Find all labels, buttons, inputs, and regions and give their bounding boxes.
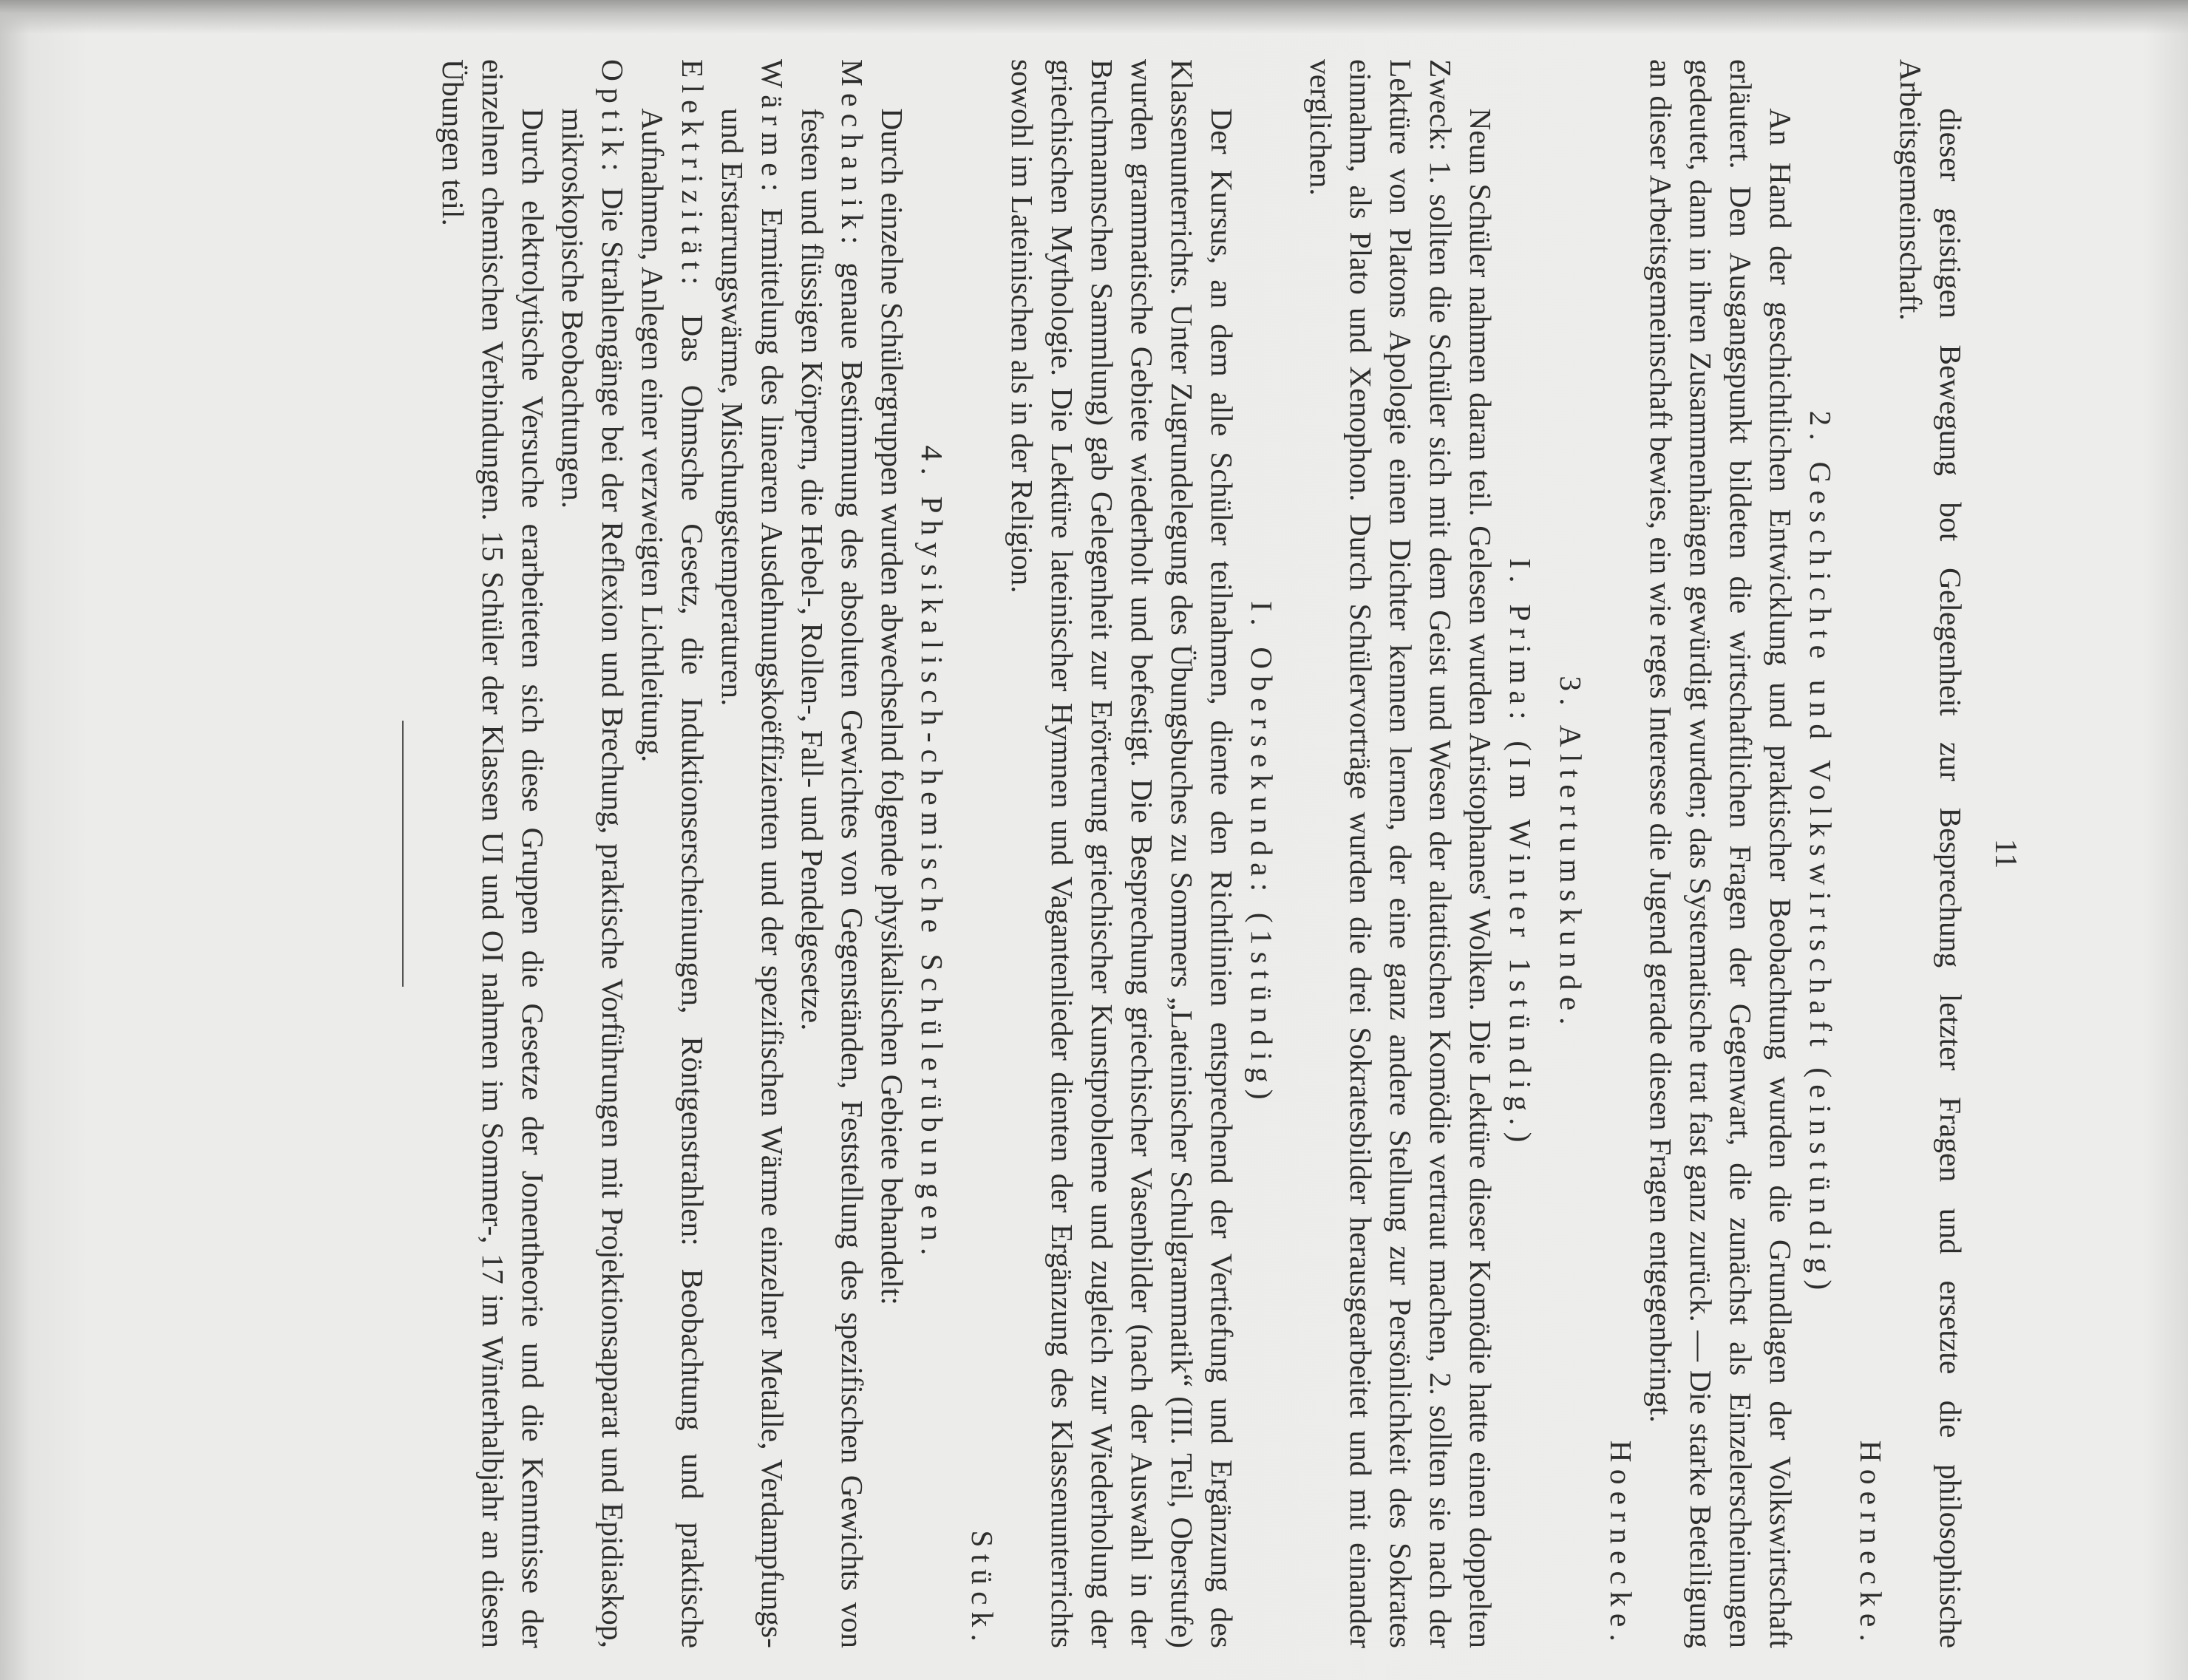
label-waerme: Wärme: [755,59,789,199]
item-mechanik [792,59,872,1648]
heading-altertumskunde: 3. Altertumskunde. [1554,676,1588,1032]
heading-physik: 4. Physikalisch-chemische Schülerübungen. [915,445,949,1262]
heading-prima: I. Prima: (Im Winter 1stündig.) [1504,558,1538,1149]
label-optik: Optik: [596,59,630,178]
paragraph-intro: dieser geistigen Bewegung bot Gelegenheit zur Besprechung letzter Fragen und ersetzte die philosophische Arbeitsgemeinschaft. [1894,59,1968,1648]
paragraph-geschichte: An Hand der geschichtlichen Entwicklung und praktischer Beobachtung wurden die Grundlagen der Volkswirtschaft erläutert. Den Ausgangspunkt bildeten die wirtschaftlichen Fragen der Gegenwart, die zunächst als Einzelerscheinungen gedeutet, dann in ihren Zusammenhängen gewürdigt wurden; das Systematische trat fast ganz zurück. — Die starke Beteiligung an dieser Arbeitsgemeinschaft bewies, ein wie reges Interesse die Jugend gerade diesen Fragen entgegenbringt. [1644,59,1798,1648]
paragraph-prima: Neun Schüler nahmen daran teil. Gelesen wurden Aristophanes' Wolken. Die Lektüre dieser Komödie hatte einen doppelten Zweck: 1. sollten die Schüler sich mit dem Geist und Wesen der altattischen Komödie vertraut machen, 2. sollten sie nach der Lektüre von Platons Apologie einen Dichter kennen lernen, der eine ganz andere Stellung zur Persönlichkeit des Sokrates einnahm, als Plato und Xenophon. Durch Schülervorträge wurden die drei Sokratesbilder herausgearbeitet und mit einander verglichen. [1304,59,1498,1648]
page-number: 11 [1988,838,2022,869]
text-optik: Die Strahlengänge bei der Reflexion und Brechung, praktische Vorführungen mit Projektionsapparat und Epidiaskop, mikroskopische Beobachtungen. [556,108,630,1648]
paragraph-physik-intro: Durch einzelne Schülergruppen wurden abwechselnd folgende physikalischen Gebiete behandelt: [875,108,909,1305]
signature-2: Hoernecke. [1604,1440,1638,1648]
text-elektrizitaet: Das Ohmsche Gesetz, die Induktionserscheinungen, Röntgenstrahlen: Beobachtung und praktische Aufnahmen, Anlegen einer verzweigten Lichtleitung. [636,108,710,1648]
heading-geschichte: 2. Geschichte und Volkswirtschaft (einstündig) [1804,410,1838,1297]
paragraph-chemie: Durch elektrolytische Versuche erarbeiteten sich diese Gruppen die Gesetze der Jonentheorie und die Kenntnisse der einzelnen chemischen Verbindungen. 15 Schüler der Klassen UI und OI nahmen im Sommer-, 17 im Winterhalbjahr an diesen Übungen teil. [436,59,550,1648]
signature-3: Stück. [965,1530,999,1648]
label-mechanik: Mechanik: [835,59,869,251]
closing-rule [402,721,404,987]
item-optik [553,59,633,1648]
label-elektrizitaet: Elektrizität: [676,59,710,292]
item-elektrizitaet [633,59,713,1648]
text-mechanik: genaue Bestimmung des absoluten Gewichtes von Gegenständen, Feststellung des spezifischen Gewichts von festen und flüssigen Körpern, die Hebel-, Rollen-, Fall- und Pendelgesetze. [795,108,869,1649]
signature-1: Hoernecke. [1854,1440,1888,1648]
rotated-text-block [325,59,2025,1648]
text-waerme: Ermittelung des linearen Ausdehnungskoëffizienten und der spezifischen Wärme einzelner Metalle, Verdampfungs- und Erstarrungswärme, Mischungstemperaturen. [716,108,789,1648]
scan-edge-shadow [0,0,2188,34]
heading-obersekunda: I. Obersekunda: (1stündig) [1245,601,1279,1106]
paragraph-obersekunda: Der Kursus, an dem alle Schüler teilnahmen, diente den Richtlinien entsprechend der Vertiefung und Ergänzung des Klassenunterrichts. Unter Zugrundelegung des Übungsbuches zu Sommers „Lateinischer Schulgrammatik“ (III. Teil, Oberstufe) wurden grammatische Gebiete wiederholt und befestigt. Die Besprechung griechischer Vasenbilder (nach der Auswahl in der Bruchmannschen Sammlung) gab Gelegenheit zur Erörterung griechischer Kunstprobleme und zugleich zur Wiederholung der griechischen Mythologie. Die Lektüre lateinischer Hymnen und Vagantenlieder dienten der Ergänzung des Klassenunterrichts sowohl im Lateinischen als in der Religion. [1005,59,1239,1648]
item-waerme [713,59,792,1648]
